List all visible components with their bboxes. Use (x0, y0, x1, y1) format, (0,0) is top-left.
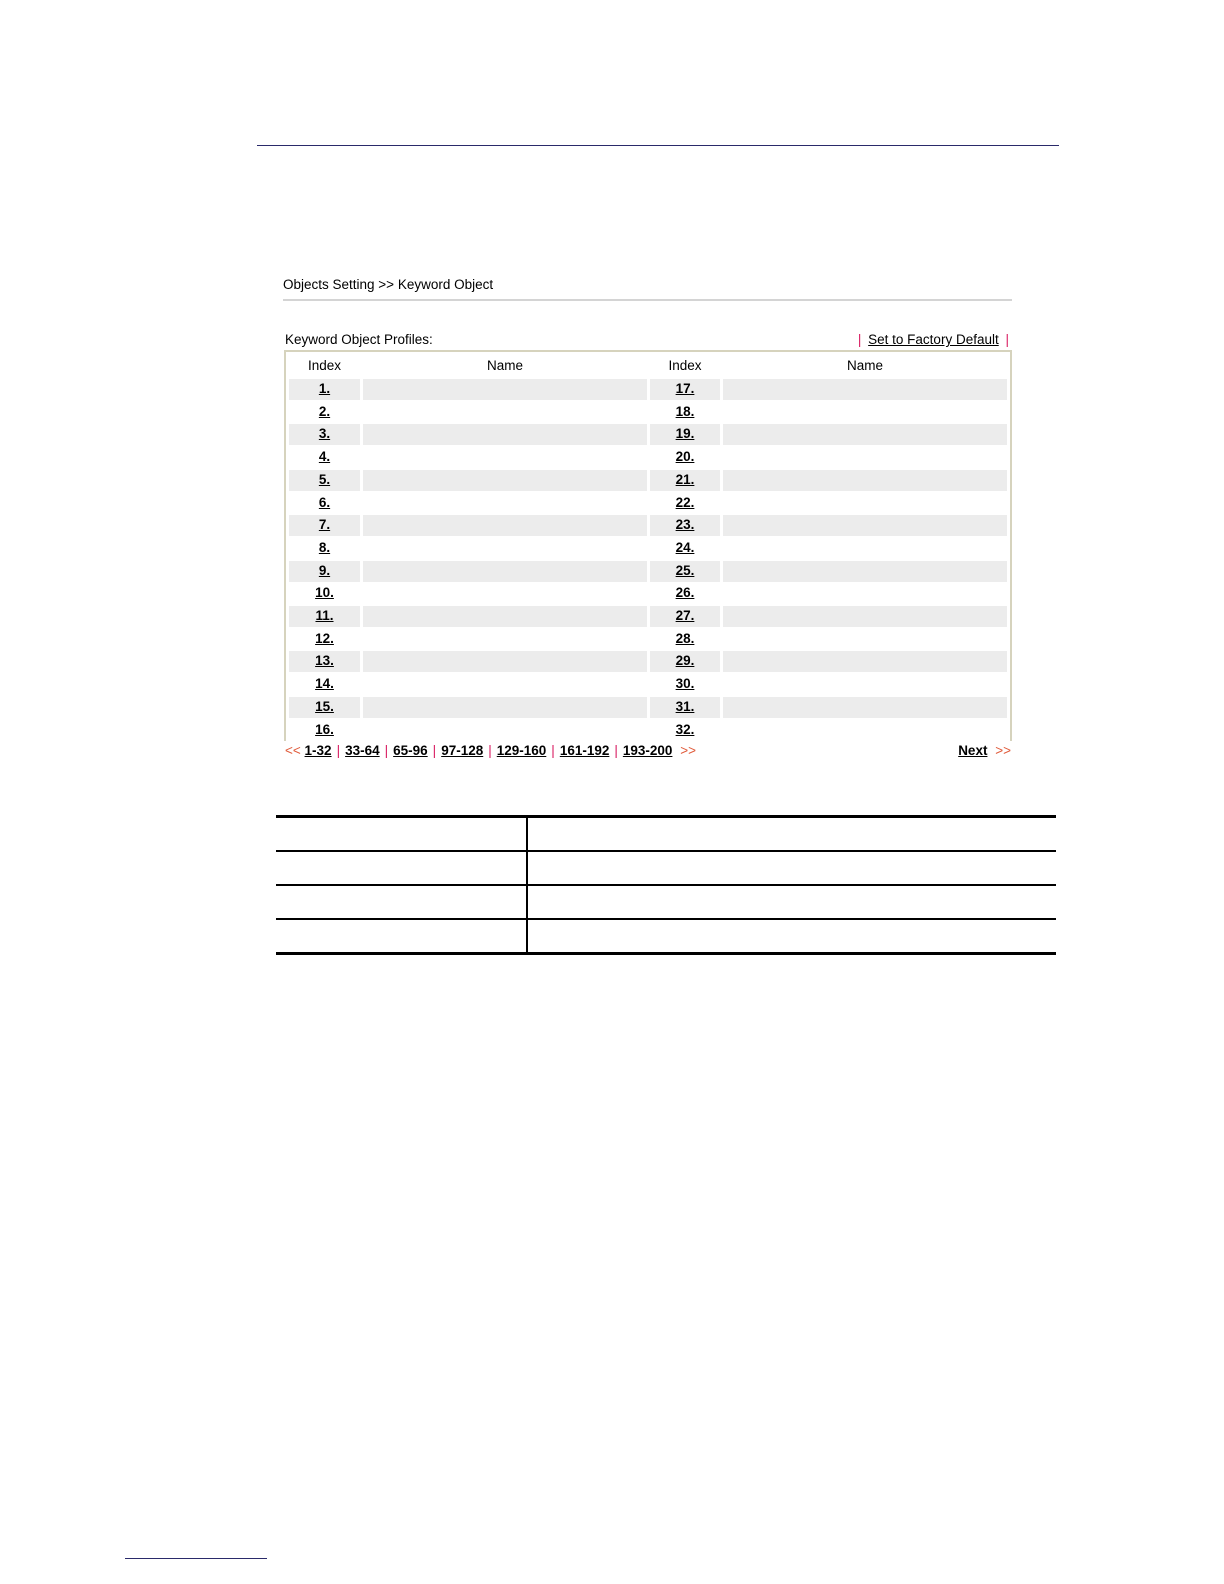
table-rule (276, 884, 1056, 886)
name-cell (363, 629, 647, 650)
index-link[interactable]: 13. (315, 653, 334, 669)
name-cell (363, 402, 647, 423)
next-arrow[interactable]: >> (680, 743, 696, 758)
table-row (289, 561, 1007, 582)
index-cell (650, 720, 720, 741)
name-cell (723, 538, 1007, 559)
index-cell (289, 424, 360, 445)
name-cell (723, 561, 1007, 582)
separator: | (857, 332, 862, 347)
column-header-name: Name (846, 358, 883, 373)
index-cell (289, 697, 360, 718)
index-cell (289, 447, 360, 468)
page-links (305, 743, 673, 758)
separator: | (384, 743, 389, 758)
page-link[interactable]: 97-128 (441, 743, 484, 758)
name-cell (723, 447, 1007, 468)
factory-default-area (858, 332, 1009, 347)
index-link[interactable]: 5. (318, 471, 331, 487)
index-link[interactable]: 32. (675, 721, 695, 737)
index-link[interactable]: 25. (675, 562, 695, 578)
index-cell (289, 651, 360, 672)
description-table (276, 815, 1056, 955)
index-cell (289, 720, 360, 741)
table-row (289, 583, 1007, 604)
index-link[interactable]: 19. (675, 426, 695, 442)
table-row (289, 493, 1007, 514)
name-cell (363, 720, 647, 741)
table-row (289, 470, 1007, 491)
index-link[interactable]: 24. (675, 539, 695, 555)
index-cell (289, 379, 360, 400)
name-cell (723, 674, 1007, 695)
index-cell (650, 515, 720, 536)
table-row (289, 402, 1007, 423)
name-cell (723, 470, 1007, 491)
footer-rule (125, 1558, 267, 1559)
name-cell (363, 583, 647, 604)
table-row (289, 424, 1007, 445)
table-rule (276, 952, 1056, 955)
table-row (289, 606, 1007, 627)
index-link[interactable]: 22. (675, 494, 695, 510)
next-link-arrow[interactable]: >> (995, 743, 1011, 758)
index-cell (289, 561, 360, 582)
name-cell (363, 538, 647, 559)
index-cell (650, 402, 720, 423)
page-link[interactable]: 33-64 (345, 743, 380, 758)
header-rule (257, 145, 1059, 146)
index-cell (650, 538, 720, 559)
name-cell (723, 402, 1007, 423)
index-cell (650, 629, 720, 650)
breadcrumb: Objects Setting >> Keyword Object (283, 277, 494, 292)
index-link[interactable]: 4. (318, 449, 331, 465)
next-page (958, 743, 1011, 758)
index-cell (650, 447, 720, 468)
table-row (289, 538, 1007, 559)
column-header-name: Name (486, 358, 523, 373)
index-link[interactable]: 17. (675, 381, 695, 396)
name-cell (363, 379, 647, 400)
table-row (289, 515, 1007, 536)
index-link[interactable]: 23. (675, 517, 695, 533)
index-link[interactable]: 30. (675, 676, 695, 692)
table-row (289, 629, 1007, 650)
table-row (289, 651, 1007, 672)
name-cell (723, 651, 1007, 672)
name-cell (363, 651, 647, 672)
index-cell (289, 538, 360, 559)
index-cell (289, 493, 360, 514)
page-link[interactable]: 129-160 (496, 743, 547, 758)
name-cell (363, 515, 647, 536)
name-cell (363, 424, 647, 445)
name-cell (723, 379, 1007, 400)
name-cell (363, 470, 647, 491)
profiles-table (284, 350, 1012, 741)
index-link[interactable]: 8. (318, 539, 331, 555)
pagination (285, 743, 1011, 758)
index-cell (289, 402, 360, 423)
index-cell (650, 470, 720, 491)
index-link[interactable]: 2. (318, 403, 331, 419)
index-link[interactable]: 9. (318, 562, 331, 578)
index-cell (289, 470, 360, 491)
column-header-index: Index (307, 358, 342, 373)
table-rule (276, 815, 1056, 818)
name-cell (723, 515, 1007, 536)
separator: | (614, 743, 618, 758)
table-rule (276, 850, 1056, 852)
name-cell (723, 583, 1007, 604)
index-cell (650, 651, 720, 672)
index-cell (650, 379, 720, 400)
set-factory-default-link[interactable]: Set to Factory Default (868, 332, 999, 347)
page-link[interactable]: 193-200 (622, 743, 673, 758)
separator: | (1005, 332, 1009, 347)
index-link[interactable]: 16. (315, 721, 334, 737)
breadcrumb-divider (283, 299, 1012, 301)
index-cell (289, 674, 360, 695)
prev-arrow[interactable]: << (285, 743, 301, 758)
table-row (289, 447, 1007, 468)
index-link[interactable]: 14. (315, 676, 334, 692)
index-cell (650, 561, 720, 582)
column-header-index: Index (668, 358, 702, 373)
index-link[interactable]: 7. (318, 517, 331, 533)
index-link[interactable]: 15. (315, 698, 334, 714)
name-cell (363, 674, 647, 695)
name-cell (363, 697, 647, 718)
name-cell (363, 561, 647, 582)
index-cell (650, 674, 720, 695)
name-cell (723, 720, 1007, 741)
table-rule (276, 918, 1056, 920)
profiles-label: Keyword Object Profiles: (285, 332, 433, 347)
index-cell (650, 697, 720, 718)
table-row (289, 379, 1007, 400)
index-link[interactable]: 28. (675, 630, 695, 646)
index-link[interactable]: 12. (315, 630, 334, 646)
name-cell (723, 629, 1007, 650)
page-link[interactable]: 1-32 (304, 743, 332, 758)
table-row (289, 697, 1007, 718)
page-link[interactable]: 65-96 (393, 743, 428, 758)
column-divider (526, 815, 528, 955)
page-link[interactable]: 161-192 (559, 743, 610, 758)
index-link[interactable]: 29. (675, 653, 695, 669)
index-cell (289, 629, 360, 650)
index-link[interactable]: 26. (675, 585, 695, 601)
index-link[interactable]: 3. (318, 426, 331, 442)
index-cell (650, 606, 720, 627)
index-cell (289, 583, 360, 604)
index-link[interactable]: 11. (315, 608, 334, 623)
name-cell (723, 606, 1007, 627)
index-link[interactable]: 10. (315, 585, 334, 601)
name-cell (363, 493, 647, 514)
index-cell (289, 606, 360, 627)
index-cell (650, 424, 720, 445)
index-link[interactable]: 31. (675, 698, 695, 714)
index-link[interactable]: 1. (318, 381, 331, 396)
name-cell (363, 606, 647, 627)
index-link[interactable]: 18. (675, 403, 695, 419)
next-link[interactable]: Next (958, 743, 988, 758)
name-cell (723, 424, 1007, 445)
index-cell (289, 515, 360, 536)
separator: | (432, 743, 437, 758)
index-link[interactable]: 20. (675, 449, 695, 465)
index-link[interactable]: 6. (318, 494, 331, 510)
index-cell (650, 583, 720, 604)
separator: | (336, 743, 341, 758)
separator: | (551, 743, 555, 758)
index-link[interactable]: 27. (675, 608, 695, 623)
separator: | (488, 743, 492, 758)
table-row (289, 720, 1007, 741)
index-link[interactable]: 21. (675, 471, 695, 487)
index-cell (650, 493, 720, 514)
table-row (289, 674, 1007, 695)
name-cell (723, 697, 1007, 718)
name-cell (363, 447, 647, 468)
name-cell (723, 493, 1007, 514)
